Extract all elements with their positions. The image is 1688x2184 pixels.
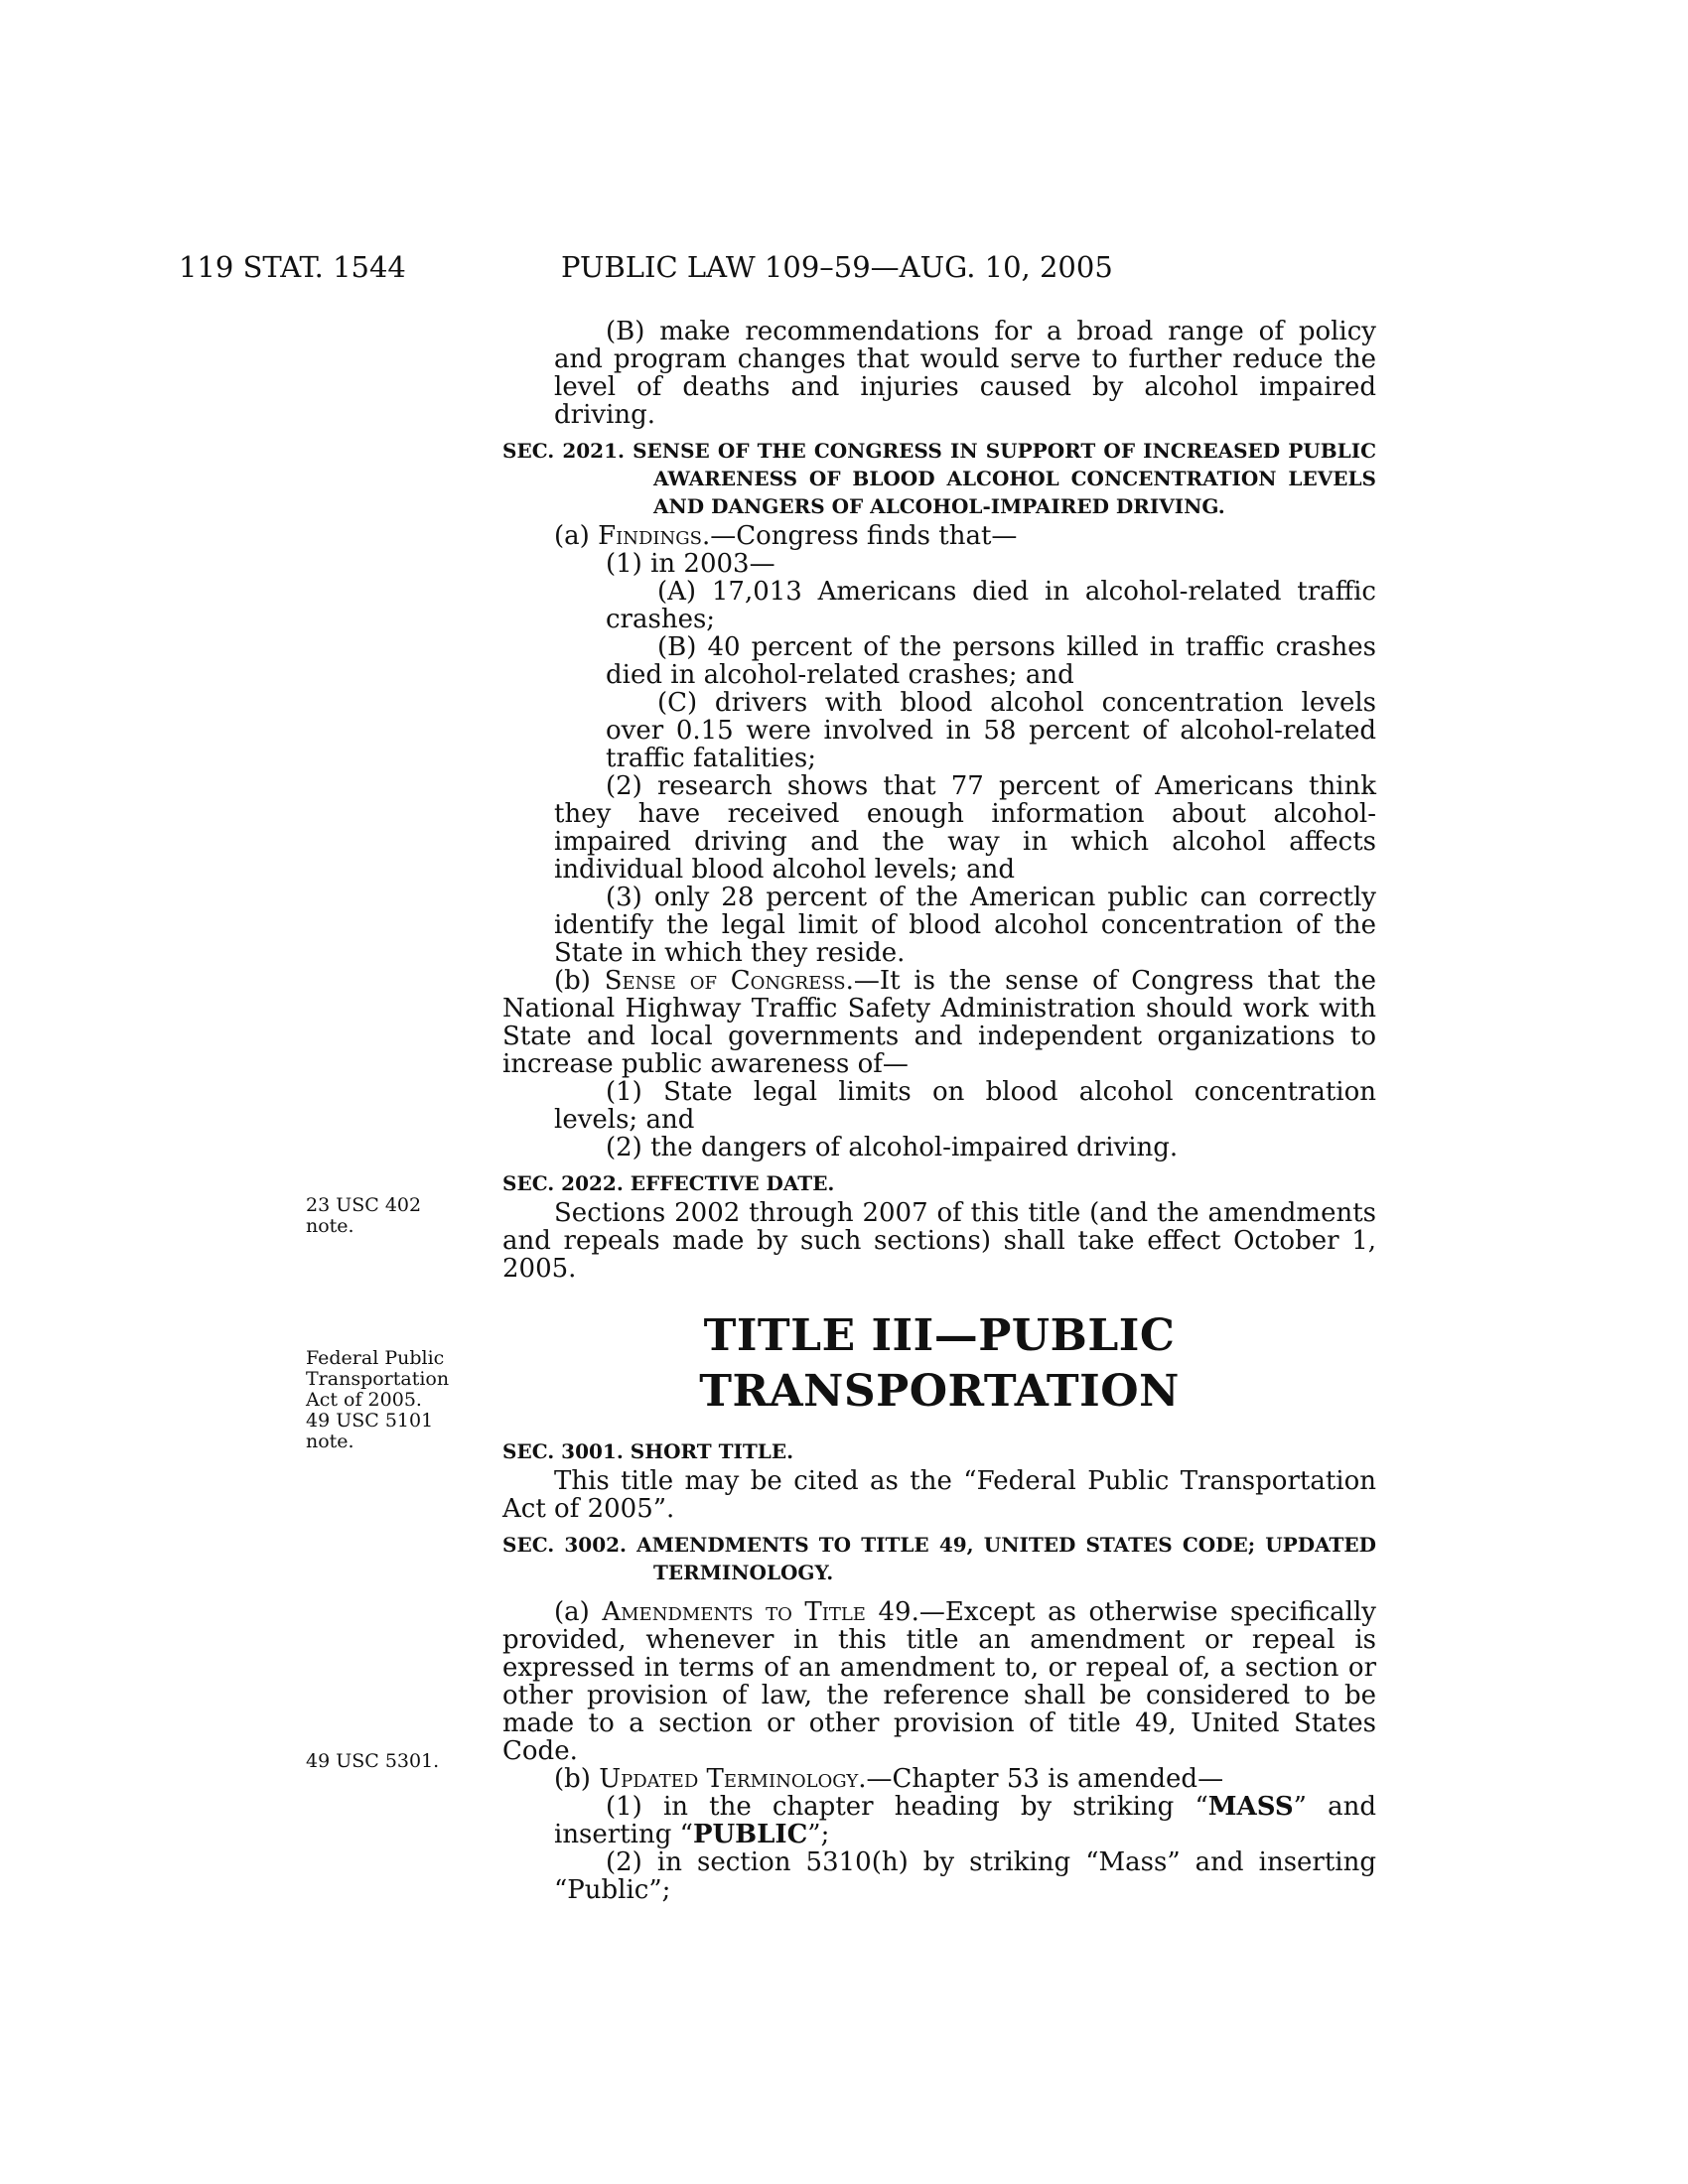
section-2022-text: Sections 2002 through 2007 of this title (and the amendments and repeals made by such sections) shall take effect October 1, 2005. — [502, 1198, 1376, 1284]
paragraph-3002b2: (2) in section 5310(h) by striking “Mass” and inserting “Public”; — [554, 1847, 1376, 1905]
section-3002-heading: SEC. 3002. AMENDMENTS TO TITLE 49, UNITED STATES CODE; UPDATED TERMINOLOGY. — [502, 1533, 1376, 1584]
text: .—Congress finds that— — [701, 521, 1018, 551]
paragraph-b2: (2) the dangers of alcohol-impaired driving. — [606, 1133, 1179, 1162]
paragraph-a2: (2) research shows that 77 percent of Americans think they have received enough information about alcohol-impaired driving and the way in which alcohol affects individual blood alcohol levels; and — [554, 771, 1376, 885]
margin-note-49usc5301: 49 USC 5301. — [306, 1750, 440, 1772]
bold-term: MASS — [1207, 1792, 1294, 1822]
subsection-heading: Findings — [598, 521, 702, 551]
paragraph-a1B: (B) 40 percent of the persons killed in traffic crashes died in alcohol-related crashes; and — [606, 632, 1376, 690]
text: .—Except as otherwise specifically provided, whenever in this title an amendment or repeal is expressed in terms of an amendment to, or repeal of, a section or other provision of law, the reference shall be considered to be made to a section or other provision of title 49, United States Code. — [502, 1597, 1376, 1766]
paragraph-a1C: (C) drivers with blood alcohol concentration levels over 0.15 were involved in 58 percent of alcohol-related traffic fatalities; — [606, 688, 1376, 773]
text: .—It is the sense of Congress that the National Highway Traffic Safety Administration should work with State and local governments and independent organizations to increase public awareness of— — [502, 966, 1376, 1079]
margin-note-line: Act of 2005. — [306, 1389, 422, 1411]
paragraph-a1: (1) in 2003— — [606, 549, 775, 579]
section-2022-heading: SEC. 2022. EFFECTIVE DATE. — [502, 1171, 835, 1195]
paragraph-3002b1 — [502, 1793, 1376, 1848]
paragraph-b1: (1) State legal limits on blood alcohol concentration levels; and — [554, 1077, 1376, 1135]
margin-note-23usc: 23 USC 402 note. — [306, 1194, 422, 1237]
subsection-heading: Sense of Congress — [604, 966, 846, 996]
margin-note-line: 49 USC 5101 — [306, 1410, 434, 1432]
text: .—Chapter 53 is amended— — [858, 1764, 1224, 1794]
text: ”; — [807, 1820, 830, 1849]
margin-note-line: Transportation — [306, 1368, 450, 1390]
subsection-3002b — [502, 1765, 1376, 1793]
label: (a) — [554, 1597, 603, 1627]
margin-note-federal-public-transportation — [306, 1348, 475, 1452]
subsection-3002a — [502, 1598, 1376, 1765]
paragraph-a1A: (A) 17,013 Americans died in alcohol-related traffic crashes; — [606, 577, 1376, 634]
subsection-heading: Amendments to Title 49 — [602, 1597, 912, 1627]
paragraph-b-recommendations: (B) make recommendations for a broad range of policy and program changes that would serve to further reduce the level of deaths and injuries caused by alcohol impaired driving. — [554, 317, 1376, 430]
margin-note-line: note. — [306, 1431, 354, 1452]
paragraph-a3: (3) only 28 percent of the American public can correctly identify the legal limit of blood alcohol concentration of the State in which they reside. — [554, 883, 1376, 968]
running-header: PUBLIC LAW 109–59—AUG. 10, 2005 — [561, 250, 1113, 284]
page-stat-number: 119 STAT. 1544 — [179, 250, 406, 284]
section-2021-heading: SEC. 2021. SENSE OF THE CONGRESS IN SUPPORT OF INCREASED PUBLIC AWARENESS OF BLOOD ALCOHOL CONCENTRATION LEVELS AND DANGERS OF ALCOHOL-IMPAIRED DRIVING. — [502, 439, 1376, 518]
subsection-a-findings — [502, 522, 1376, 550]
title-iii-heading: TITLE III—PUBLIC TRANSPORTATION — [699, 1310, 1180, 1417]
section-3001-heading: SEC. 3001. SHORT TITLE. — [502, 1439, 794, 1463]
label: (a) — [554, 521, 599, 551]
subsection-heading: Updated Terminology — [599, 1764, 859, 1794]
text: ” and inserting “ — [554, 1792, 1376, 1849]
label: (b) — [554, 966, 605, 996]
text: (1) in the chapter heading by striking “ — [606, 1792, 1208, 1822]
label: (b) — [554, 1764, 600, 1794]
bold-term: PUBLIC — [692, 1820, 808, 1849]
body-text — [502, 318, 1376, 1904]
margin-note-line: Federal Public — [306, 1347, 445, 1369]
subsection-b-sense-of-congress — [502, 967, 1376, 1078]
section-3001-text: This title may be cited as the “Federal Public Transportation Act of 2005”. — [502, 1466, 1376, 1524]
